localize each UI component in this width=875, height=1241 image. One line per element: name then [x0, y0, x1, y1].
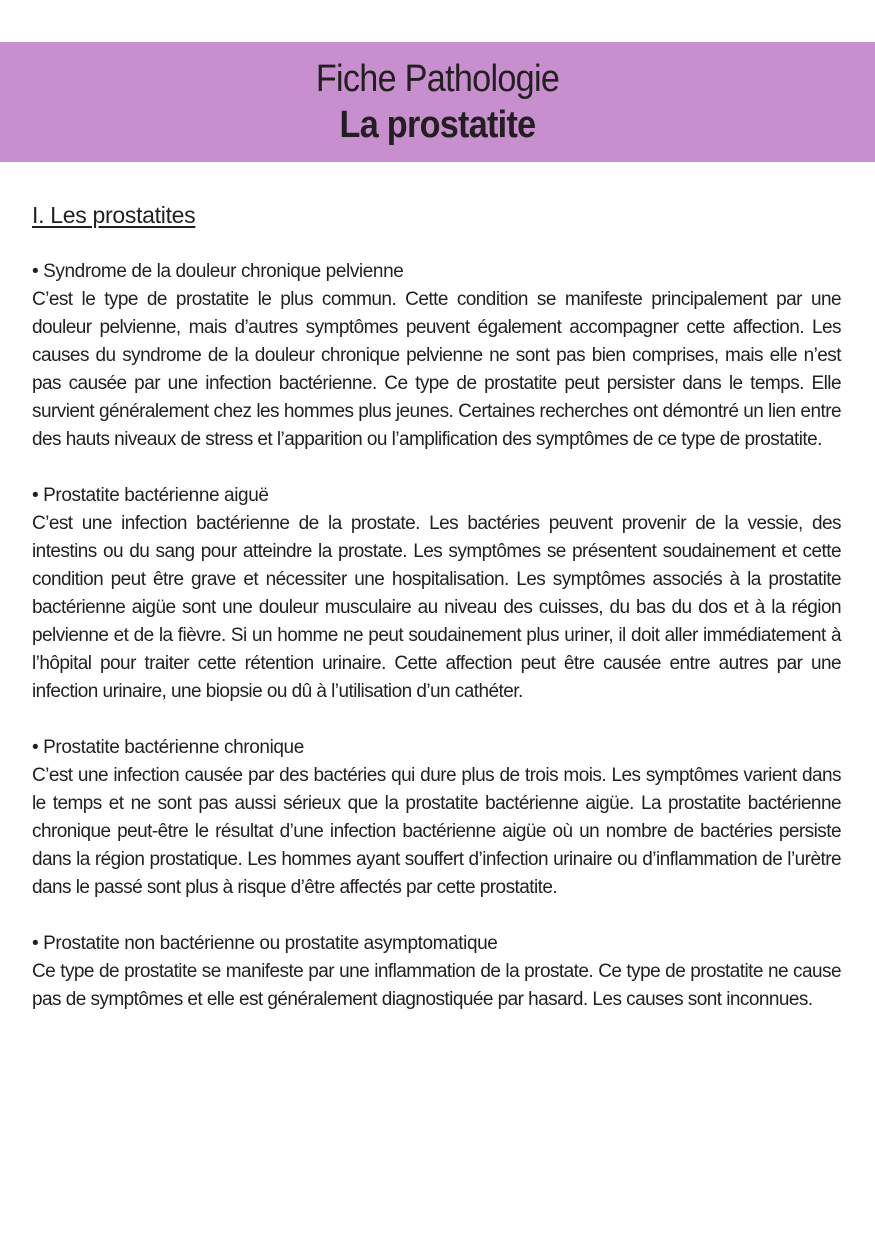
page-title: Fiche Pathologie: [315, 58, 560, 100]
section-block-1: [32, 258, 841, 454]
document-body: [32, 199, 841, 1042]
block-heading: • Prostatite bactérienne aiguë: [32, 485, 269, 506]
block-heading: • Prostatite non bactérienne ou prostatite asymptomatique: [32, 933, 498, 954]
block-paragraph: Ce type de prostatite se manifeste par une inflammation de la prostate. Ce type de prostatite ne cause pas de symptômes et elle est généralement diagnostiquée par hasard. Les causes sont inconnues.: [32, 961, 841, 1010]
block-paragraph: C’est le type de prostatite le plus commun. Cette condition se manifeste principalement par une douleur pelvienne, mais d’autres symptômes peuvent également accompagner cette affection. Les causes du syndrome de la douleur chronique pelvienne ne sont pas bien comprises, mais elle n’est pas causée par une infection bactérienne. Ce type de prostatite peut persister dans le temps. Elle survient généralement chez les hommes plus jeunes. Certaines recherches ont démontré un lien entre des hauts niveaux de stress et l’apparition ou l’amplification des symptômes de ce type de prostatite.: [32, 289, 841, 450]
block-paragraph: C’est une infection bactérienne de la prostate. Les bactéries peuvent provenir de la vessie, des intestins ou du sang pour atteindre la prostate. Les symptômes se présentent soudainement et cette condition peut être grave et nécessiter une hospitalisation. Les symptômes associés à la prostatite bactérienne aigüe sont une douleur musculaire au niveau des cuisses, du bas du dos et à la région pelvienne et de la fièvre. Si un homme ne peut soudainement plus uriner, il doit aller immédiatement à l’hôpital pour traiter cette rétention urinaire. Cette affection peut être causée entre autres par une infection urinaire, une biopsie ou dû à l’utilisation d’un cathéter.: [32, 513, 841, 702]
section-block-2: [32, 482, 841, 706]
section-title: I. Les prostatites: [32, 202, 196, 228]
section-block-3: [32, 734, 841, 902]
section-block-4: [32, 930, 841, 1014]
block-heading: • Syndrome de la douleur chronique pelvienne: [32, 261, 404, 282]
block-paragraph: C’est une infection causée par des bactéries qui dure plus de trois mois. Les symptômes varient dans le temps et ne sont pas aussi sérieux que la prostatite bactérienne aigüe. La prostatite bactérienne chronique peut-être le résultat d’une infection bactérienne aigüe où un nombre de bactéries persiste dans la région prostatique. Les hommes ayant souffert d’infection urinaire ou d’inflammation de l’urètre dans le passé sont plus à risque d’être affectés par cette prostatite.: [32, 765, 841, 898]
page-subtitle: La prostatite: [339, 104, 536, 146]
block-heading: • Prostatite bactérienne chronique: [32, 737, 304, 758]
header-banner: [0, 42, 875, 162]
